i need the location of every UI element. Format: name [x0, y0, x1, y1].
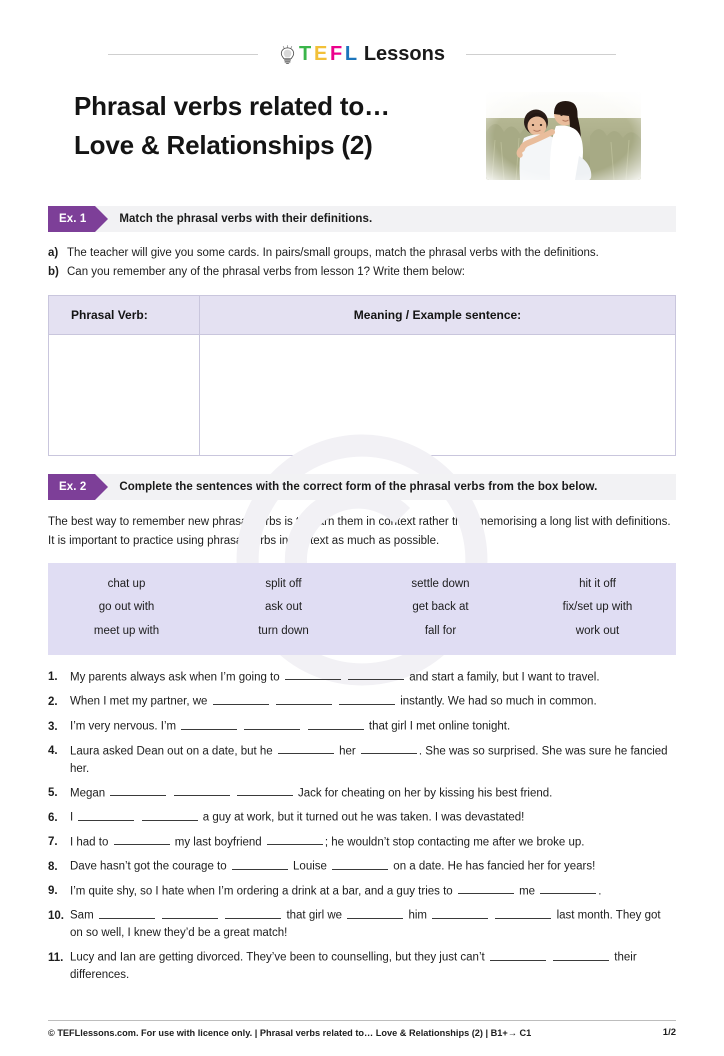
answer-blank[interactable] [490, 949, 546, 961]
answer-blank[interactable] [225, 907, 281, 919]
answer-blank[interactable] [361, 743, 417, 755]
answer-blank[interactable] [278, 743, 334, 755]
answer-blank[interactable] [540, 883, 596, 895]
word-box-item: meet up with [93, 625, 160, 638]
phrasal-verb-table [48, 295, 676, 456]
instruction-b [48, 263, 676, 282]
exercise-2-lead-paragraph: The best way to remember new phrasal verbs is to learn them in context rather than memorising a long list with definitions. It is important to practice using phrasal verbs in context as much as possible. [48, 516, 671, 547]
instruction-a-marker: a) [48, 247, 59, 259]
sentence-number: 8. [48, 860, 58, 873]
answer-blank[interactable] [99, 907, 155, 919]
exercise-1-badge: Ex. 1 [48, 206, 95, 232]
exercise-1-header [48, 206, 676, 232]
sentence-text: Megan Jack for cheating on her by kissing his best friend. [70, 785, 676, 803]
answer-blank[interactable] [110, 785, 166, 797]
answer-blank[interactable] [181, 718, 237, 730]
sentence-text: My parents always ask when I’m going to and start a family, but I want to travel. [70, 669, 676, 687]
word-box-item: hit it off [579, 577, 616, 590]
sentence-text: I’m quite shy, so I hate when I’m ordering a drink at a bar, and a guy tries to me . [70, 883, 676, 901]
sentence-text: Laura asked Dean out on a date, but he her . She was so surprised. She was sure he fancied her. [70, 743, 676, 779]
answer-blank[interactable] [267, 834, 323, 846]
title-block [48, 90, 676, 188]
sentence-item [48, 858, 676, 876]
page-footer [48, 1020, 676, 1038]
table-header-row [49, 296, 676, 335]
exercise-1-heading: Match the phrasal verbs with their definitions. [119, 213, 373, 225]
page-title-line1: Phrasal verbs related to… [74, 91, 390, 121]
word-box-item: turn down [258, 625, 309, 638]
answer-blank[interactable] [237, 785, 293, 797]
word-box-item: chat up [107, 577, 146, 590]
worksheet-page [0, 32, 724, 1056]
exercise-2-badge: Ex. 2 [48, 474, 95, 500]
sentence-item [48, 907, 676, 943]
sentence-number: 3. [48, 720, 58, 733]
sentence-item [48, 809, 676, 827]
exercise-2-heading: Complete the sentences with the correct form of the phrasal verbs from the box below. [119, 481, 598, 494]
footer-credit: © TEFLlessons.com. For use with licence only. | Phrasal verbs related to… Love & Relationships (2) | B1+→ C1 [48, 1027, 532, 1038]
column-header-phrasal-verb: Phrasal Verb: [49, 296, 200, 335]
word-box-item: get back at [412, 601, 469, 614]
exercise-1-instructions [48, 244, 676, 281]
answer-blank[interactable] [308, 718, 364, 730]
instruction-b-marker: b) [48, 265, 59, 278]
brand-header [48, 32, 676, 76]
sentence-number: 4. [48, 745, 58, 758]
answer-blank[interactable] [347, 907, 403, 919]
answer-blank[interactable] [142, 809, 198, 821]
header-rule-left [108, 54, 258, 55]
word-box-row [48, 573, 676, 597]
answer-cell-phrasal-verb[interactable] [49, 335, 200, 456]
answer-blank[interactable] [432, 907, 488, 919]
sentence-number: 11. [48, 951, 64, 964]
phrasal-verb-word-box [48, 563, 676, 655]
table-row [49, 335, 676, 456]
logo-letter-e: E [313, 43, 327, 65]
word-box-item: fall for [424, 625, 457, 638]
word-box-item: ask out [264, 601, 303, 614]
sentence-item [48, 718, 676, 736]
sentence-text: Lucy and Ian are getting divorced. They’ve been to counselling, but they just can’t their differences. [70, 949, 676, 985]
page-number: 1/2 [662, 1027, 676, 1038]
logo-letter-t: T [299, 43, 311, 65]
sentence-text: Sam that girl we him last month. They got on so well, I knew they’d be a great match! [70, 907, 676, 943]
answer-blank[interactable] [232, 858, 288, 870]
sentence-number: 2. [48, 696, 58, 709]
sentence-number: 10. [48, 909, 64, 922]
instruction-b-text: Can you remember any of the phrasal verbs from lesson 1? Write them below: [67, 265, 465, 278]
answer-blank[interactable] [458, 883, 514, 895]
exercise-2-sentence-list [48, 669, 676, 985]
exercise-2-header [48, 474, 676, 500]
sentence-number: 7. [48, 836, 58, 849]
column-header-meaning: Meaning / Example sentence: [200, 296, 676, 335]
answer-blank[interactable] [114, 834, 170, 846]
logo-letter-l: L [344, 43, 357, 65]
word-box-item: settle down [411, 577, 470, 590]
sentence-item [48, 693, 676, 711]
sentence-text: When I met my partner, we instantly. We had so much in common. [70, 693, 676, 711]
sentence-item [48, 669, 676, 687]
sentence-text: I had to my last boyfriend ; he wouldn’t stop contacting me after we broke up. [70, 834, 676, 852]
answer-blank[interactable] [495, 907, 551, 919]
logo-word-lessons: Lessons [363, 43, 445, 65]
answer-blank[interactable] [276, 693, 332, 705]
sentence-number: 6. [48, 811, 58, 824]
word-box-item: work out [575, 625, 620, 638]
word-box-row [48, 596, 676, 620]
sentence-item [48, 949, 676, 985]
sentence-text: I’m very nervous. I’m that girl I met online tonight. [70, 718, 676, 736]
answer-blank[interactable] [244, 718, 300, 730]
sentence-item [48, 883, 676, 901]
header-rule-right [466, 54, 616, 55]
answer-blank[interactable] [174, 785, 230, 797]
answer-cell-meaning[interactable] [200, 335, 676, 456]
answer-blank[interactable] [285, 669, 341, 681]
sentence-text: I a guy at work, but it turned out he was taken. I was devastated! [70, 809, 676, 827]
tefl-lessons-logo [267, 44, 457, 64]
sentence-text: Dave hasn’t got the courage to Louise on a date. He has fancied her for years! [70, 858, 676, 876]
sentence-item [48, 834, 676, 852]
sentence-number: 5. [48, 787, 58, 800]
hero-photo [486, 92, 641, 180]
lightbulb-icon [279, 45, 296, 64]
answer-blank[interactable] [348, 669, 404, 681]
answer-blank[interactable] [213, 693, 269, 705]
logo-letter-f: F [329, 43, 342, 65]
sentence-number: 9. [48, 885, 58, 898]
word-box-item: fix/set up with [562, 601, 633, 614]
sentence-item [48, 785, 676, 803]
instruction-a-text: The teacher will give you some cards. In pairs/small groups, match the phrasal verbs with the definitions. [67, 247, 599, 259]
page-title-line2: Love & Relationships (2) [74, 130, 373, 161]
instruction-a [48, 244, 676, 263]
answer-blank[interactable] [162, 907, 218, 919]
answer-blank[interactable] [553, 949, 609, 961]
word-box-item: go out with [98, 601, 155, 614]
answer-blank[interactable] [78, 809, 134, 821]
word-box-item: split off [265, 577, 302, 590]
answer-blank[interactable] [339, 693, 395, 705]
answer-blank[interactable] [332, 858, 388, 870]
sentence-number: 1. [48, 671, 58, 684]
sentence-item [48, 743, 676, 779]
word-box-row [48, 620, 676, 644]
